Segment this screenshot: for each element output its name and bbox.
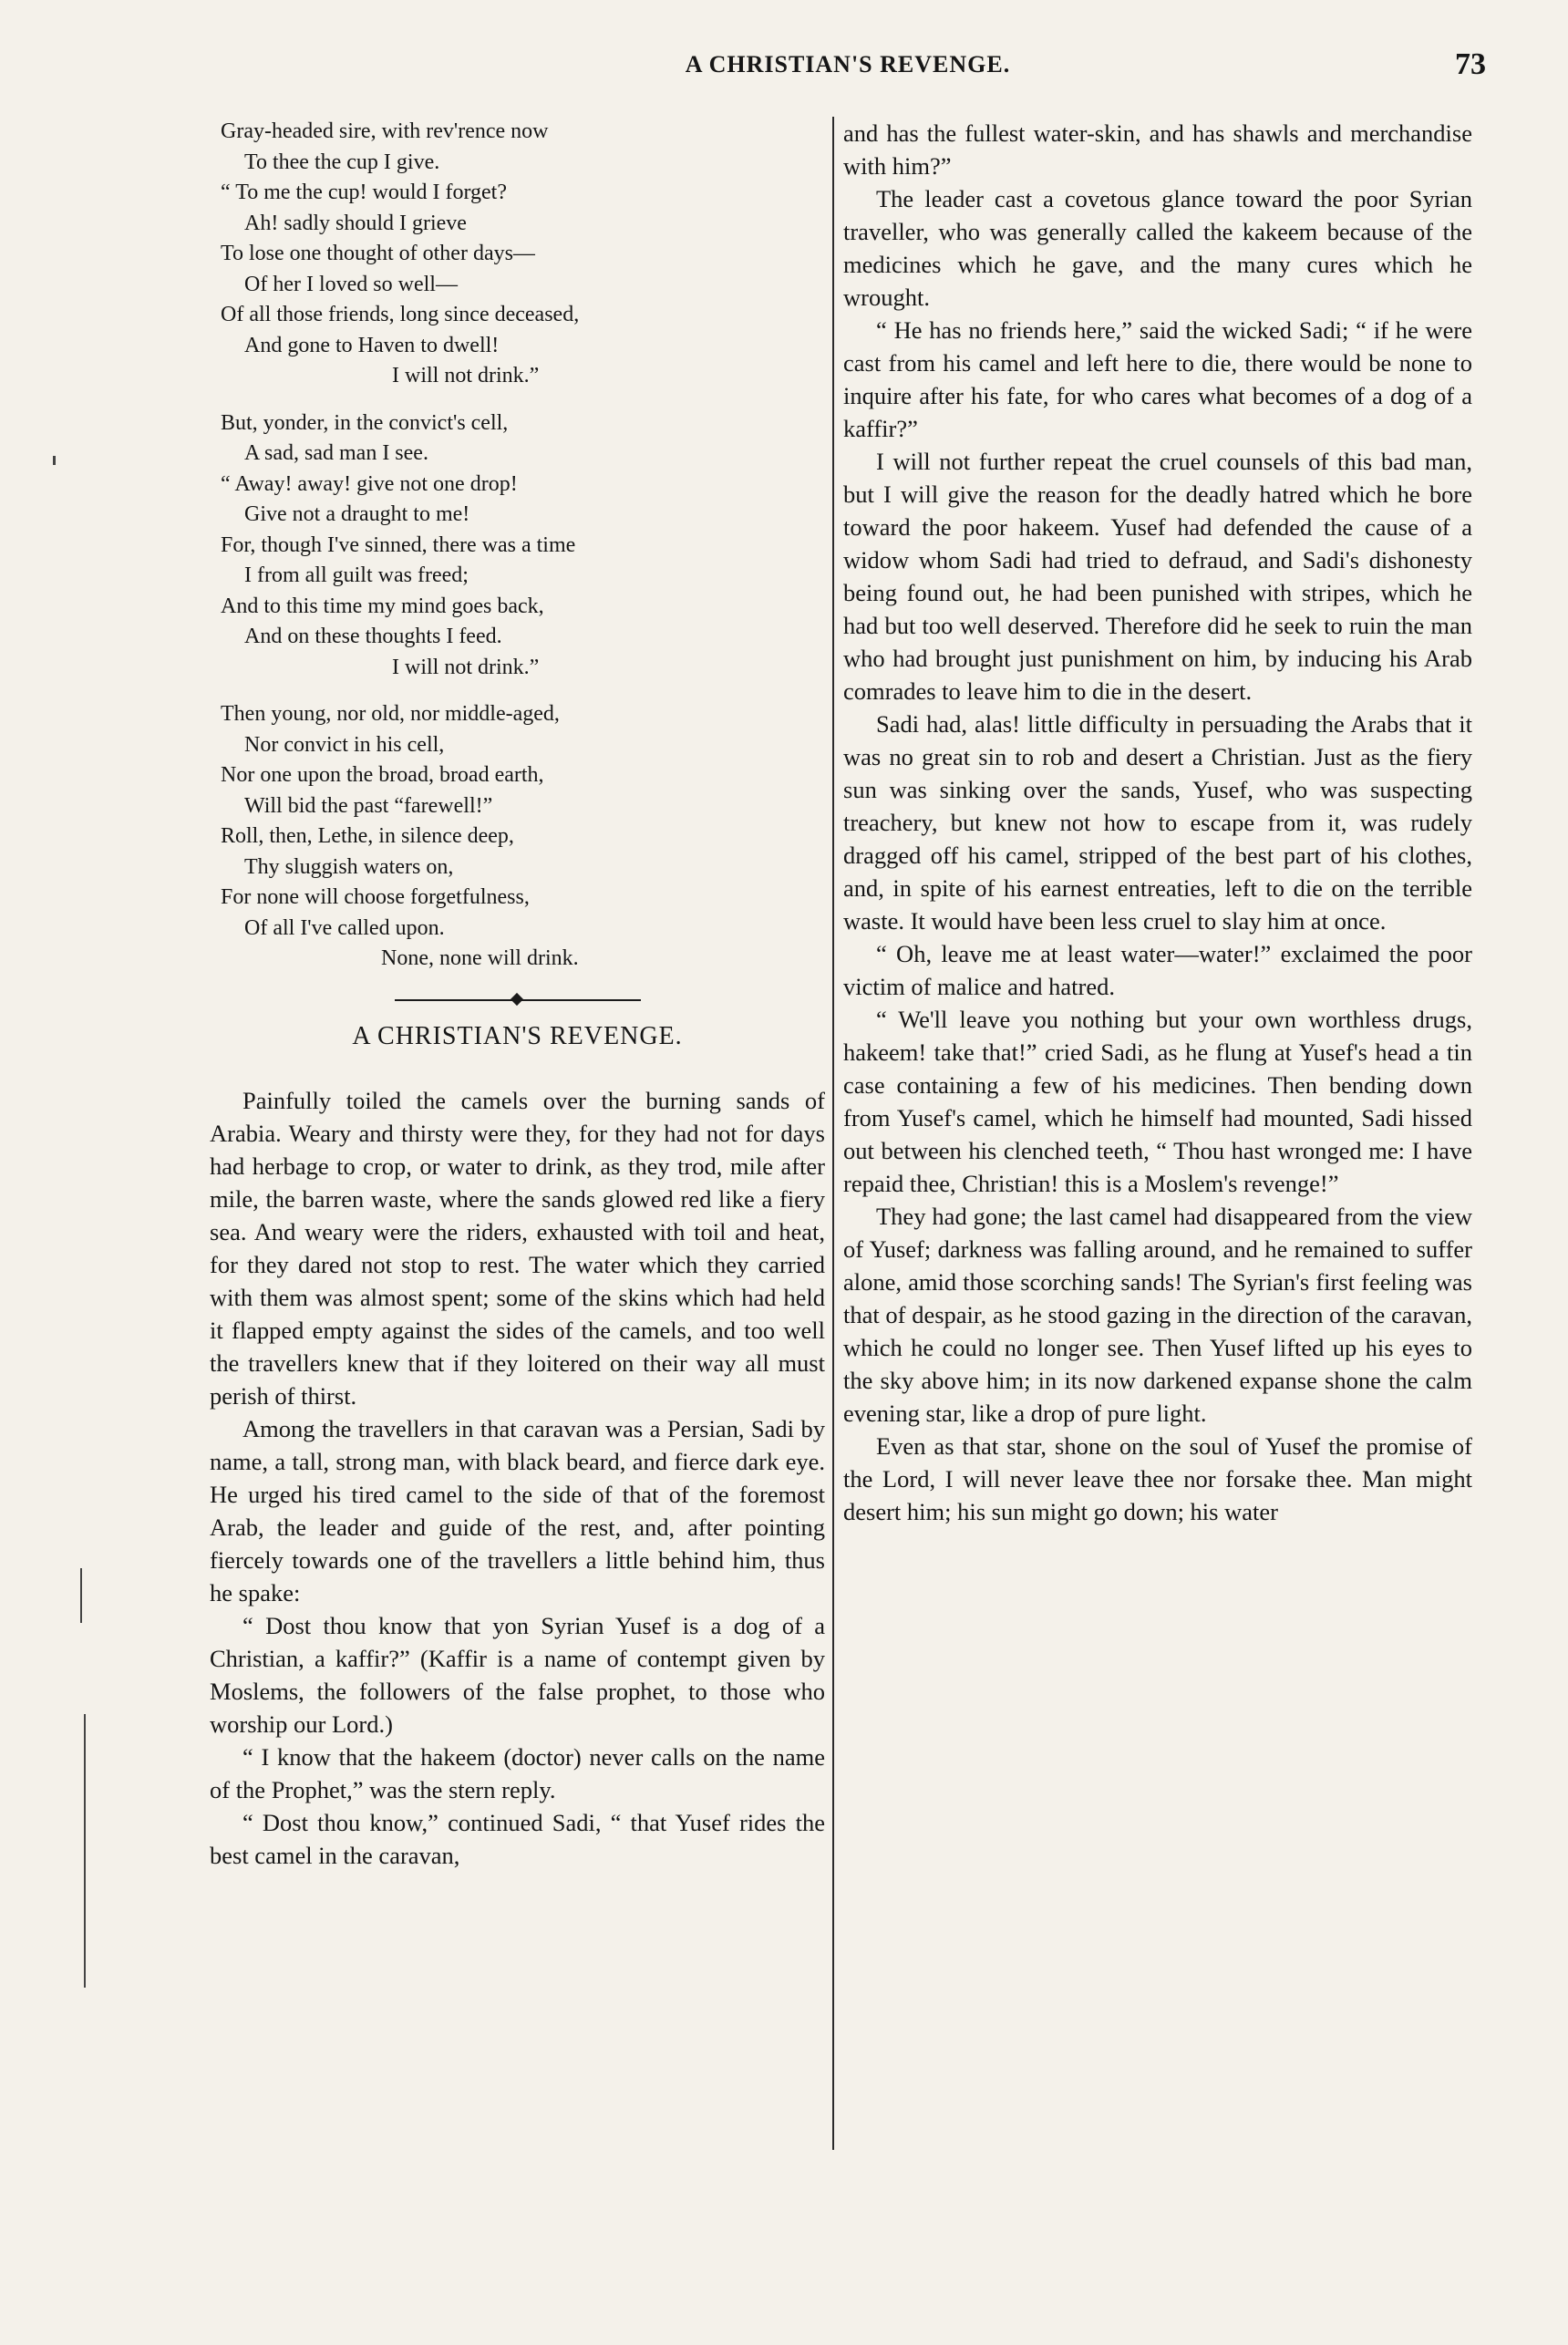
- poem-line: “ Away! away! give not one drop!: [221, 471, 518, 496]
- paragraph: I will not further repeat the cruel counsels of this bad man, but I will give the reason for the deadly hatred which he bore toward the poor hakeem. Yusef had defended the cause of a widow whom Sadi had tried to defraud, and Sadi's dishonesty being found out, he had been punished with stripes, which he had but too well deserved. Therefore did he seek to ruin the man who had brought just punishment on him, by inducing his Arab comrades to leave him to die in the desert.: [843, 448, 1472, 705]
- poem-line: None, none will drink.: [381, 946, 579, 970]
- page-header: [210, 47, 1486, 84]
- running-title: A CHRISTIAN'S REVENGE.: [685, 51, 1011, 77]
- poem-line: I from all guilt was freed;: [244, 563, 469, 587]
- poem-line: Of her I loved so well—: [244, 272, 458, 296]
- paragraph: Sadi had, alas! little difficulty in persuading the Arabs that it was no great sin to rob and desert a Christian. Just as the fiery sun was sinking over the sands, Yusef, who was suspecting treachery, but knew not how to escape from it, was rudely dragged off his camel, stripped of the best part of his clothes, and, in spite of his earnest entreaties, left to die on the terrible waste. It would have been less cruel to slay him at once.: [843, 710, 1472, 935]
- paragraph: “ He has no friends here,” said the wicked Sadi; “ if he were cast from his camel and left here to die, there would be none to inquire after his fate, for who cares what becomes of a dog of a kaffir?”: [843, 316, 1472, 442]
- right-prose: [843, 117, 1472, 1528]
- poem-line: To lose one thought of other days—: [221, 242, 535, 265]
- paragraph: “ Dost thou know,” continued Sadi, “ that Yusef rides the best camel in the caravan,: [210, 1808, 825, 1869]
- poem-stanza: [210, 117, 825, 392]
- poem-line: A sad, sad man I see.: [244, 441, 428, 465]
- poem-line: Nor convict in his cell,: [244, 732, 445, 757]
- poem-line: Ah! sadly should I grieve: [244, 211, 467, 235]
- margin-speck: [84, 1714, 86, 1988]
- paragraph: Among the travellers in that caravan was a Persian, Sadi by name, a tall, strong man, with black beard, and fierce dark eye. He urged his tired camel to the side of that of the foremost Arab, the leader and guide of the rest, and, after pointing fiercely towards one of the travellers a little behind him, thus he spake:: [210, 1414, 825, 1606]
- paragraph: The leader cast a covetous glance toward the poor Syrian traveller, who was generally called the kakeem because of the medicines which he gave, and the many cures which he wrought.: [843, 185, 1472, 311]
- paragraph: Painfully toiled the camels over the burning sands of Arabia. Weary and thirsty were they, for they had not for days had herbage to crop, or water to drink, as they trod, mile after mile, the barren waste, where the sands glowed red like a fiery sea. And weary were the riders, exhausted with toil and heat, for they dared not stop to rest. The water which they carried with them was almost spent; some of the skins which had held it flapped empty against the sides of the camels, and too well the travellers knew that if they loitered on their way all must perish of thirst.: [210, 1086, 825, 1410]
- left-prose: [210, 1084, 825, 1872]
- poem-stanza: [210, 699, 825, 975]
- margin-speck: [53, 456, 56, 465]
- poem-line: Of all I've called upon.: [244, 915, 445, 940]
- poem-line: For, though I've sinned, there was a time: [221, 532, 576, 557]
- paragraph: They had gone; the last camel had disappeared from the view of Yusef; darkness was falling around, and he remained to suffer alone, amid those scorching sands! The Syrian's first feeling was that of despair, as he stood gazing in the direction of the caravan, which he could no longer see. Then Yusef lifted up his eyes to the sky above him; in its now darkened expanse shone the calm evening star, like a drop of pure light.: [843, 1203, 1472, 1427]
- poem-line: To thee the cup I give.: [244, 150, 440, 174]
- article-title: A CHRISTIAN'S REVENGE.: [352, 1021, 683, 1050]
- left-column: [210, 117, 825, 2232]
- poem-line: Then young, nor old, nor middle-aged,: [221, 702, 560, 726]
- poem-line: And on these thoughts I feed.: [244, 625, 502, 648]
- paragraph: Even as that star, shone on the soul of Yusef the promise of the Lord, I will never leave thee nor forsake thee. Man might desert him; his sun might go down; his water: [843, 1432, 1472, 1525]
- poem-line: Give not a draught to me!: [244, 502, 470, 526]
- column-rule: [832, 117, 834, 2150]
- poem-line: Will bid the past “farewell!”: [244, 793, 493, 818]
- poem-line: Gray-headed sire, with rev'rence now: [221, 119, 549, 143]
- section-divider: [395, 991, 641, 1009]
- poem-line: And gone to Haven to dwell!: [244, 333, 500, 357]
- poem-line: Roll, then, Lethe, in silence deep,: [221, 824, 514, 848]
- poem-line: Nor one upon the broad, broad earth,: [221, 763, 544, 787]
- page-number: 73: [1455, 47, 1486, 81]
- margin-speck: [80, 1568, 82, 1623]
- poem-stanza: [210, 408, 825, 684]
- poem-line: And to this time my mind goes back,: [221, 594, 544, 618]
- paragraph: and has the fullest water-skin, and has shawls and merchandise with him?”: [843, 119, 1472, 180]
- poem: [210, 117, 825, 975]
- poem-line: For none will choose forgetfulness,: [221, 885, 530, 909]
- poem-line: But, yonder, in the convict's cell,: [221, 410, 509, 435]
- poem-line: “ To me the cup! would I forget?: [221, 181, 508, 204]
- paragraph: “ I know that the hakeem (doctor) never calls on the name of the Prophet,” was the stern reply.: [210, 1742, 825, 1803]
- paragraph: “ Dost thou know that yon Syrian Yusef is a dog of a Christian, a kaffir?” (Kaffir is a name of contempt given by Moslems, the followers of the false prophet, to those who worship our Lord.): [210, 1611, 825, 1738]
- paragraph: “ Oh, leave me at least water—water!” exclaimed the poor victim of malice and hatred.: [843, 940, 1472, 1000]
- paragraph: “ We'll leave you nothing but your own worthless drugs, hakeem! take that!” cried Sadi, as he flung at Yusef's head a tin case containing a few of his medicines. Then bending down from Yusef's camel, which he himself had mounted, Sadi hissed out between his clenched teeth, “ Thou hast wronged me: I have repaid thee, Christian! this is a Moslem's revenge!”: [843, 1006, 1472, 1197]
- poem-line: Thy sluggish waters on,: [244, 854, 454, 879]
- poem-line: Of all those friends, long since deceased,: [221, 303, 580, 326]
- poem-line: I will not drink.”: [392, 655, 540, 679]
- poem-line: I will not drink.”: [392, 364, 540, 387]
- right-column: [843, 117, 1472, 2232]
